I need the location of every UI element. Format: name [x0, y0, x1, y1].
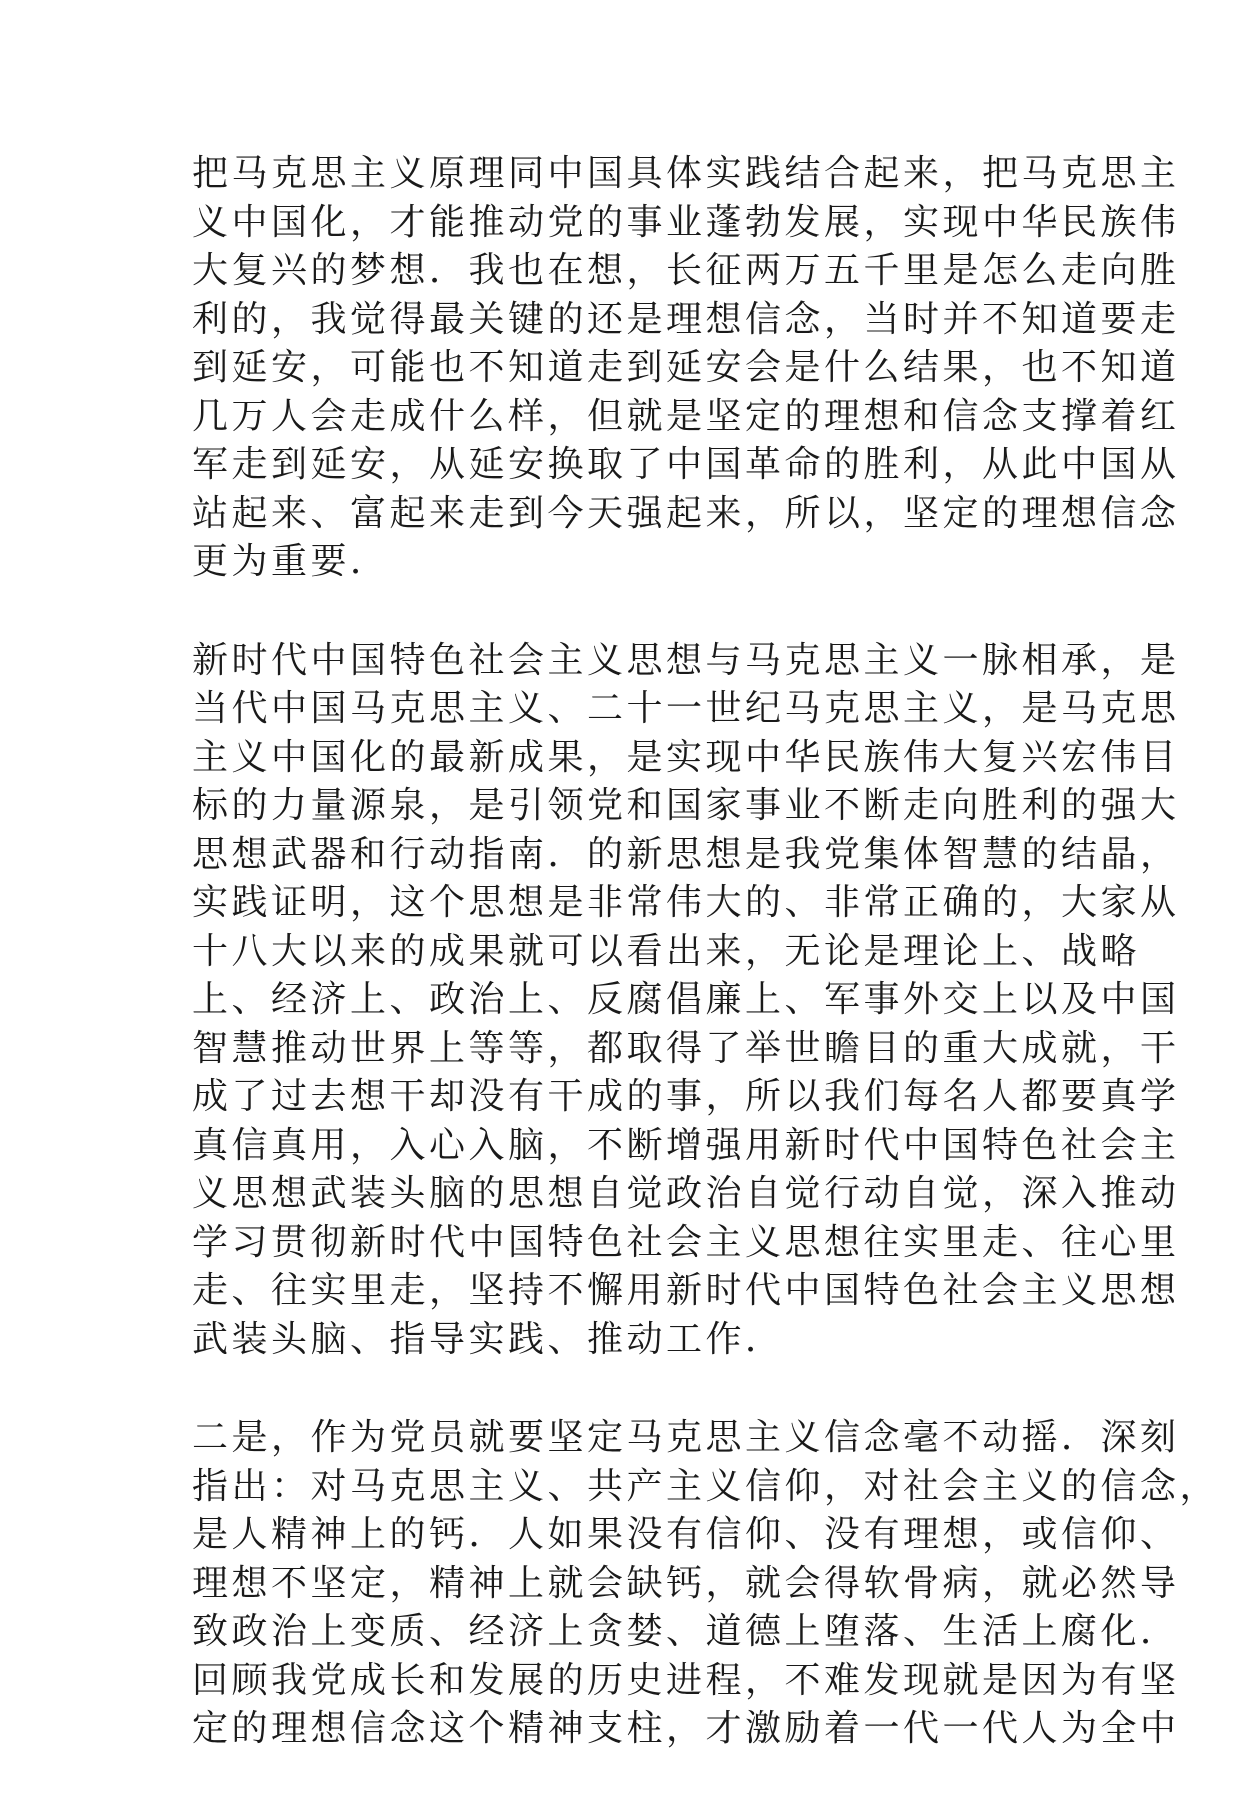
document-body	[192, 150, 1220, 1804]
text-line: 军走到延安，从延安换取了中国革命的胜利，从此中国从	[192, 444, 1180, 485]
text-line: 大复兴的梦想．我也在想，长征两万五千里是怎么走向胜	[192, 250, 1180, 291]
text-line: 二是，作为党员就要坚定马克思主义信念毫不动摇．深刻	[192, 1417, 1180, 1458]
text-line: 利的，我觉得最关键的还是理想信念，当时并不知道要走	[192, 298, 1180, 340]
text-line: 义中国化，才能推动党的事业蓬勃发展，实现中华民族伟	[192, 201, 1180, 243]
text-line: 新时代中国特色社会主义思想与马克思主义一脉相承，是	[192, 639, 1180, 681]
paragraph-3	[192, 1414, 1220, 1754]
text-line: 是人精神上的钙．人如果没有信仰、没有理想，或信仰、	[192, 1514, 1180, 1555]
text-line: 致政治上变质、经济上贪婪、道德上堕落、生活上腐化．	[192, 1611, 1180, 1652]
text-line: 义思想武装头脑的思想自觉政治自觉行动自觉，深入推动	[192, 1173, 1180, 1214]
text-line: 成了过去想干却没有干成的事，所以我们每名人都要真学	[192, 1076, 1180, 1117]
text-line: 思想武器和行动指南．的新思想是我党集体智慧的结晶，	[192, 833, 1180, 875]
text-line: 走、往实里走，坚持不懈用新时代中国特色社会主义思想	[192, 1270, 1180, 1311]
text-line: 定的理想信念这个精神支柱，才激励着一代一代人为全中	[192, 1708, 1180, 1749]
text-line: 当代中国马克思主义、二十一世纪马克思主义，是马克思	[192, 688, 1180, 729]
text-line: 回顾我党成长和发展的历史进程，不难发现就是因为有坚	[192, 1659, 1180, 1701]
text-line: 把马克思主义原理同中国具体实践结合起来，把马克思主	[192, 153, 1180, 194]
text-line: 几万人会走成什么样，但就是坚定的理想和信念支撑着红	[192, 395, 1180, 437]
text-line: 智慧推动世界上等等，都取得了举世瞻目的重大成就，干	[192, 1027, 1180, 1069]
text-line: 更为重要．	[192, 541, 390, 582]
text-line: 站起来、富起来走到今天强起来，所以，坚定的理想信念	[192, 492, 1180, 534]
text-line: 学习贯彻新时代中国特色社会主义思想往实里走、往心里	[192, 1221, 1180, 1263]
text-line: 标的力量源泉，是引领党和国家事业不断走向胜利的强大	[192, 785, 1180, 826]
text-line: 上、经济上、政治上、反腐倡廉上、军事外交上以及中国	[192, 979, 1180, 1020]
text-line: 到延安，可能也不知道走到延安会是什么结果，也不知道	[192, 347, 1180, 388]
text-line: 真信真用，入心入脑，不断增强用新时代中国特色社会主	[192, 1124, 1180, 1166]
text-line: 武装头脑、指导实践、推动工作．	[192, 1318, 785, 1360]
text-line: 主义中国化的最新成果，是实现中华民族伟大复兴宏伟目	[192, 736, 1180, 778]
paragraph-1	[192, 150, 1180, 587]
text-line: 理想不坚定，精神上就会缺钙，就会得软骨病，就必然导	[192, 1562, 1180, 1604]
paragraph-2	[192, 637, 1180, 1365]
text-line: 指出：对马克思主义、共产主义信仰，对社会主义的信念，	[192, 1465, 1220, 1507]
text-line: 十八大以来的成果就可以看出来，无论是理论上、战略	[192, 930, 1141, 972]
text-line: 实践证明，这个思想是非常伟大的、非常正确的，大家从	[192, 882, 1180, 923]
